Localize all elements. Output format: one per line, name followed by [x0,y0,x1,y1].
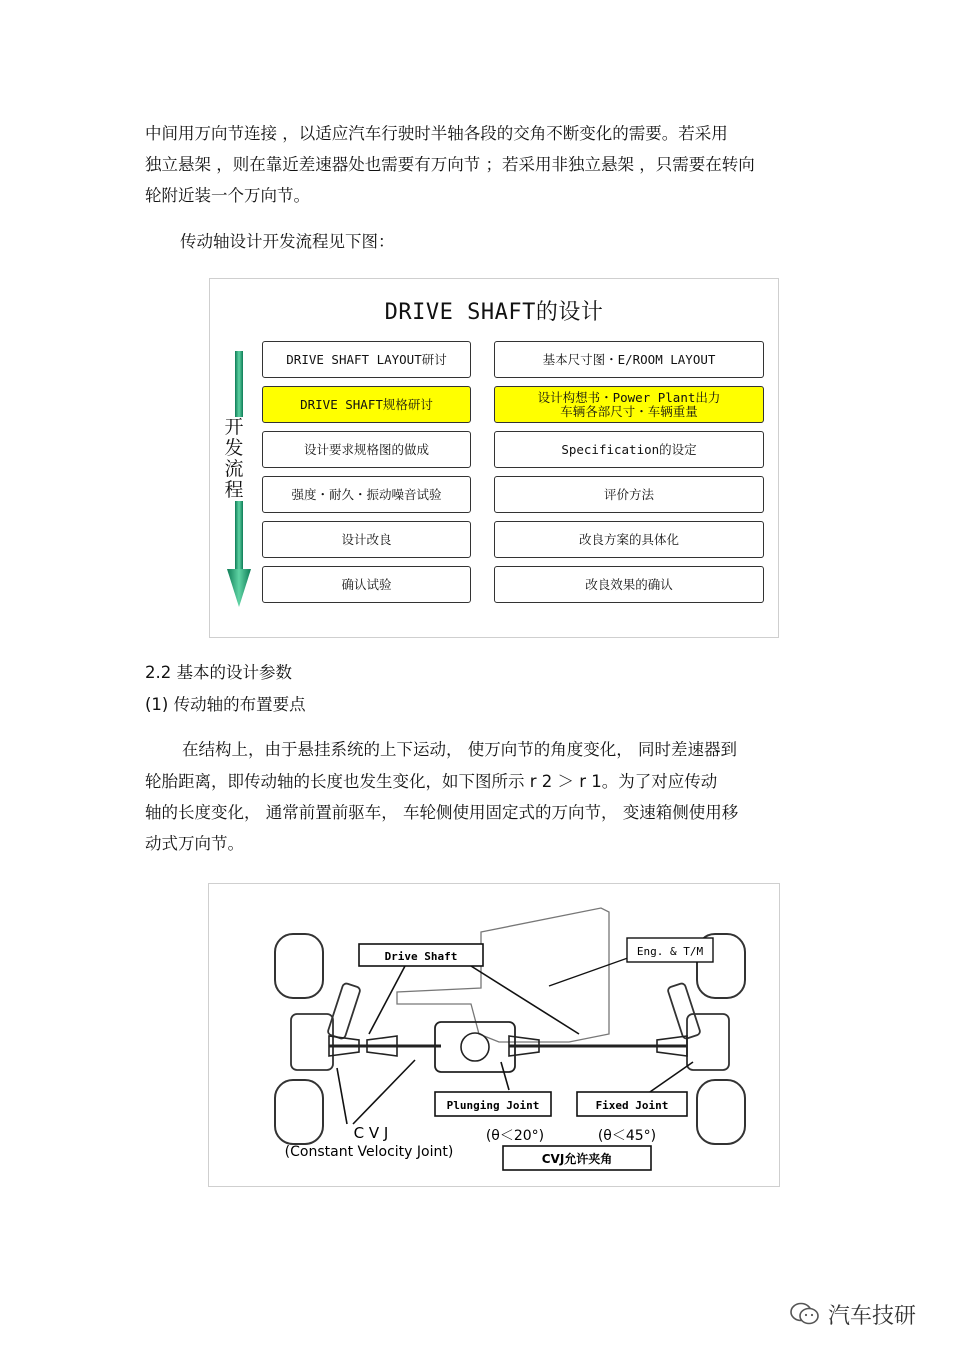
fixed-joint-label: Fixed Joint [595,1099,669,1112]
plunging-joint-label: Plunging Joint [446,1099,540,1112]
cvj-label: C V J [353,1124,389,1142]
design-flow-figure [209,278,779,638]
drive-shaft-layout-figure [208,883,780,1187]
body-line-1: 在结构上，由于悬挂系统的上下运动， 使万向节的角度变化， 同时差速器到 [182,740,737,759]
left-lower-wheel [275,1080,323,1144]
right-lower-wheel [697,1080,745,1144]
right-box-3: Specification的设定 [494,431,764,468]
plunging-angle-label: (θ＜20°) [485,1128,545,1144]
body-line-2: 轮胎距离，即传动轴的长度也发生变化，如下图所示 r 2 ＞ r 1。为了对应传动 [145,772,718,791]
right-box-1: 基本尺寸图・E/ROOM LAYOUT [494,341,764,378]
left-box-3: 设计要求规格图的做成 [262,431,471,468]
drive-shaft-label: Drive Shaft [384,950,458,963]
eng-tm-label: Eng. & T/M [636,945,704,958]
right-box-6: 改良效果的确认 [494,566,764,603]
watermark [790,1294,916,1334]
left-box-2: DRIVE SHAFT规格研讨 [262,386,471,423]
layout-drawing [209,884,779,1186]
flow-intro: 传动轴设计开发流程见下图： [180,232,395,251]
differential [435,1022,515,1072]
cvj-angle-label: CVJ允许夹角 [541,1152,613,1166]
fixed-angle-label: (θ＜45°) [597,1128,657,1144]
figure-title: DRIVE SHAFT的设计 [384,300,604,325]
intro-line-2: 独立悬架 ，则在靠近差速器处也需要有万向节 ；若采用非独立悬架 ，只需要在转向 [145,155,755,174]
wechat-icon [790,1301,820,1327]
right-strut [667,983,701,1040]
watermark-text: 汽车技研 [828,1303,917,1329]
flow-side-label: 开发流程 [224,416,244,501]
intro-line-1: 中间用万向节连接 ，以适应汽车行驶时半轴各段的交角不断变化的需要。若采用 [145,124,728,143]
body-line-3: 轴的长度变化， 通常前置前驱车， 车轮侧使用固定式的万向节， 变速箱侧使用移 [145,803,739,822]
right-box-4: 评价方法 [494,476,764,513]
left-knuckle [291,1014,333,1070]
differential-gear [461,1033,489,1061]
section-heading: 2.2 基本的设计参数 [145,663,292,682]
right-box-2: 设计构想书・Power Plant出力 车辆各部尺寸・车辆重量 [494,386,764,423]
cvj-full-label: (Constant Velocity Joint) [284,1144,454,1160]
intro-line-3: 轮附近装一个万向节。 [145,186,310,205]
left-box-4: 强度・耐久・振动噪音试验 [262,476,471,513]
left-box-1: DRIVE SHAFT LAYOUT研讨 [262,341,471,378]
right-knuckle [687,1014,729,1070]
body-line-4: 动式万向节。 [145,834,244,853]
left-upper-wheel [275,934,323,998]
right-box-5: 改良方案的具体化 [494,521,764,558]
left-box-6: 确认试验 [262,566,471,603]
left-box-5: 设计改良 [262,521,471,558]
section-subheading: (1) 传动轴的布置要点 [145,695,306,714]
